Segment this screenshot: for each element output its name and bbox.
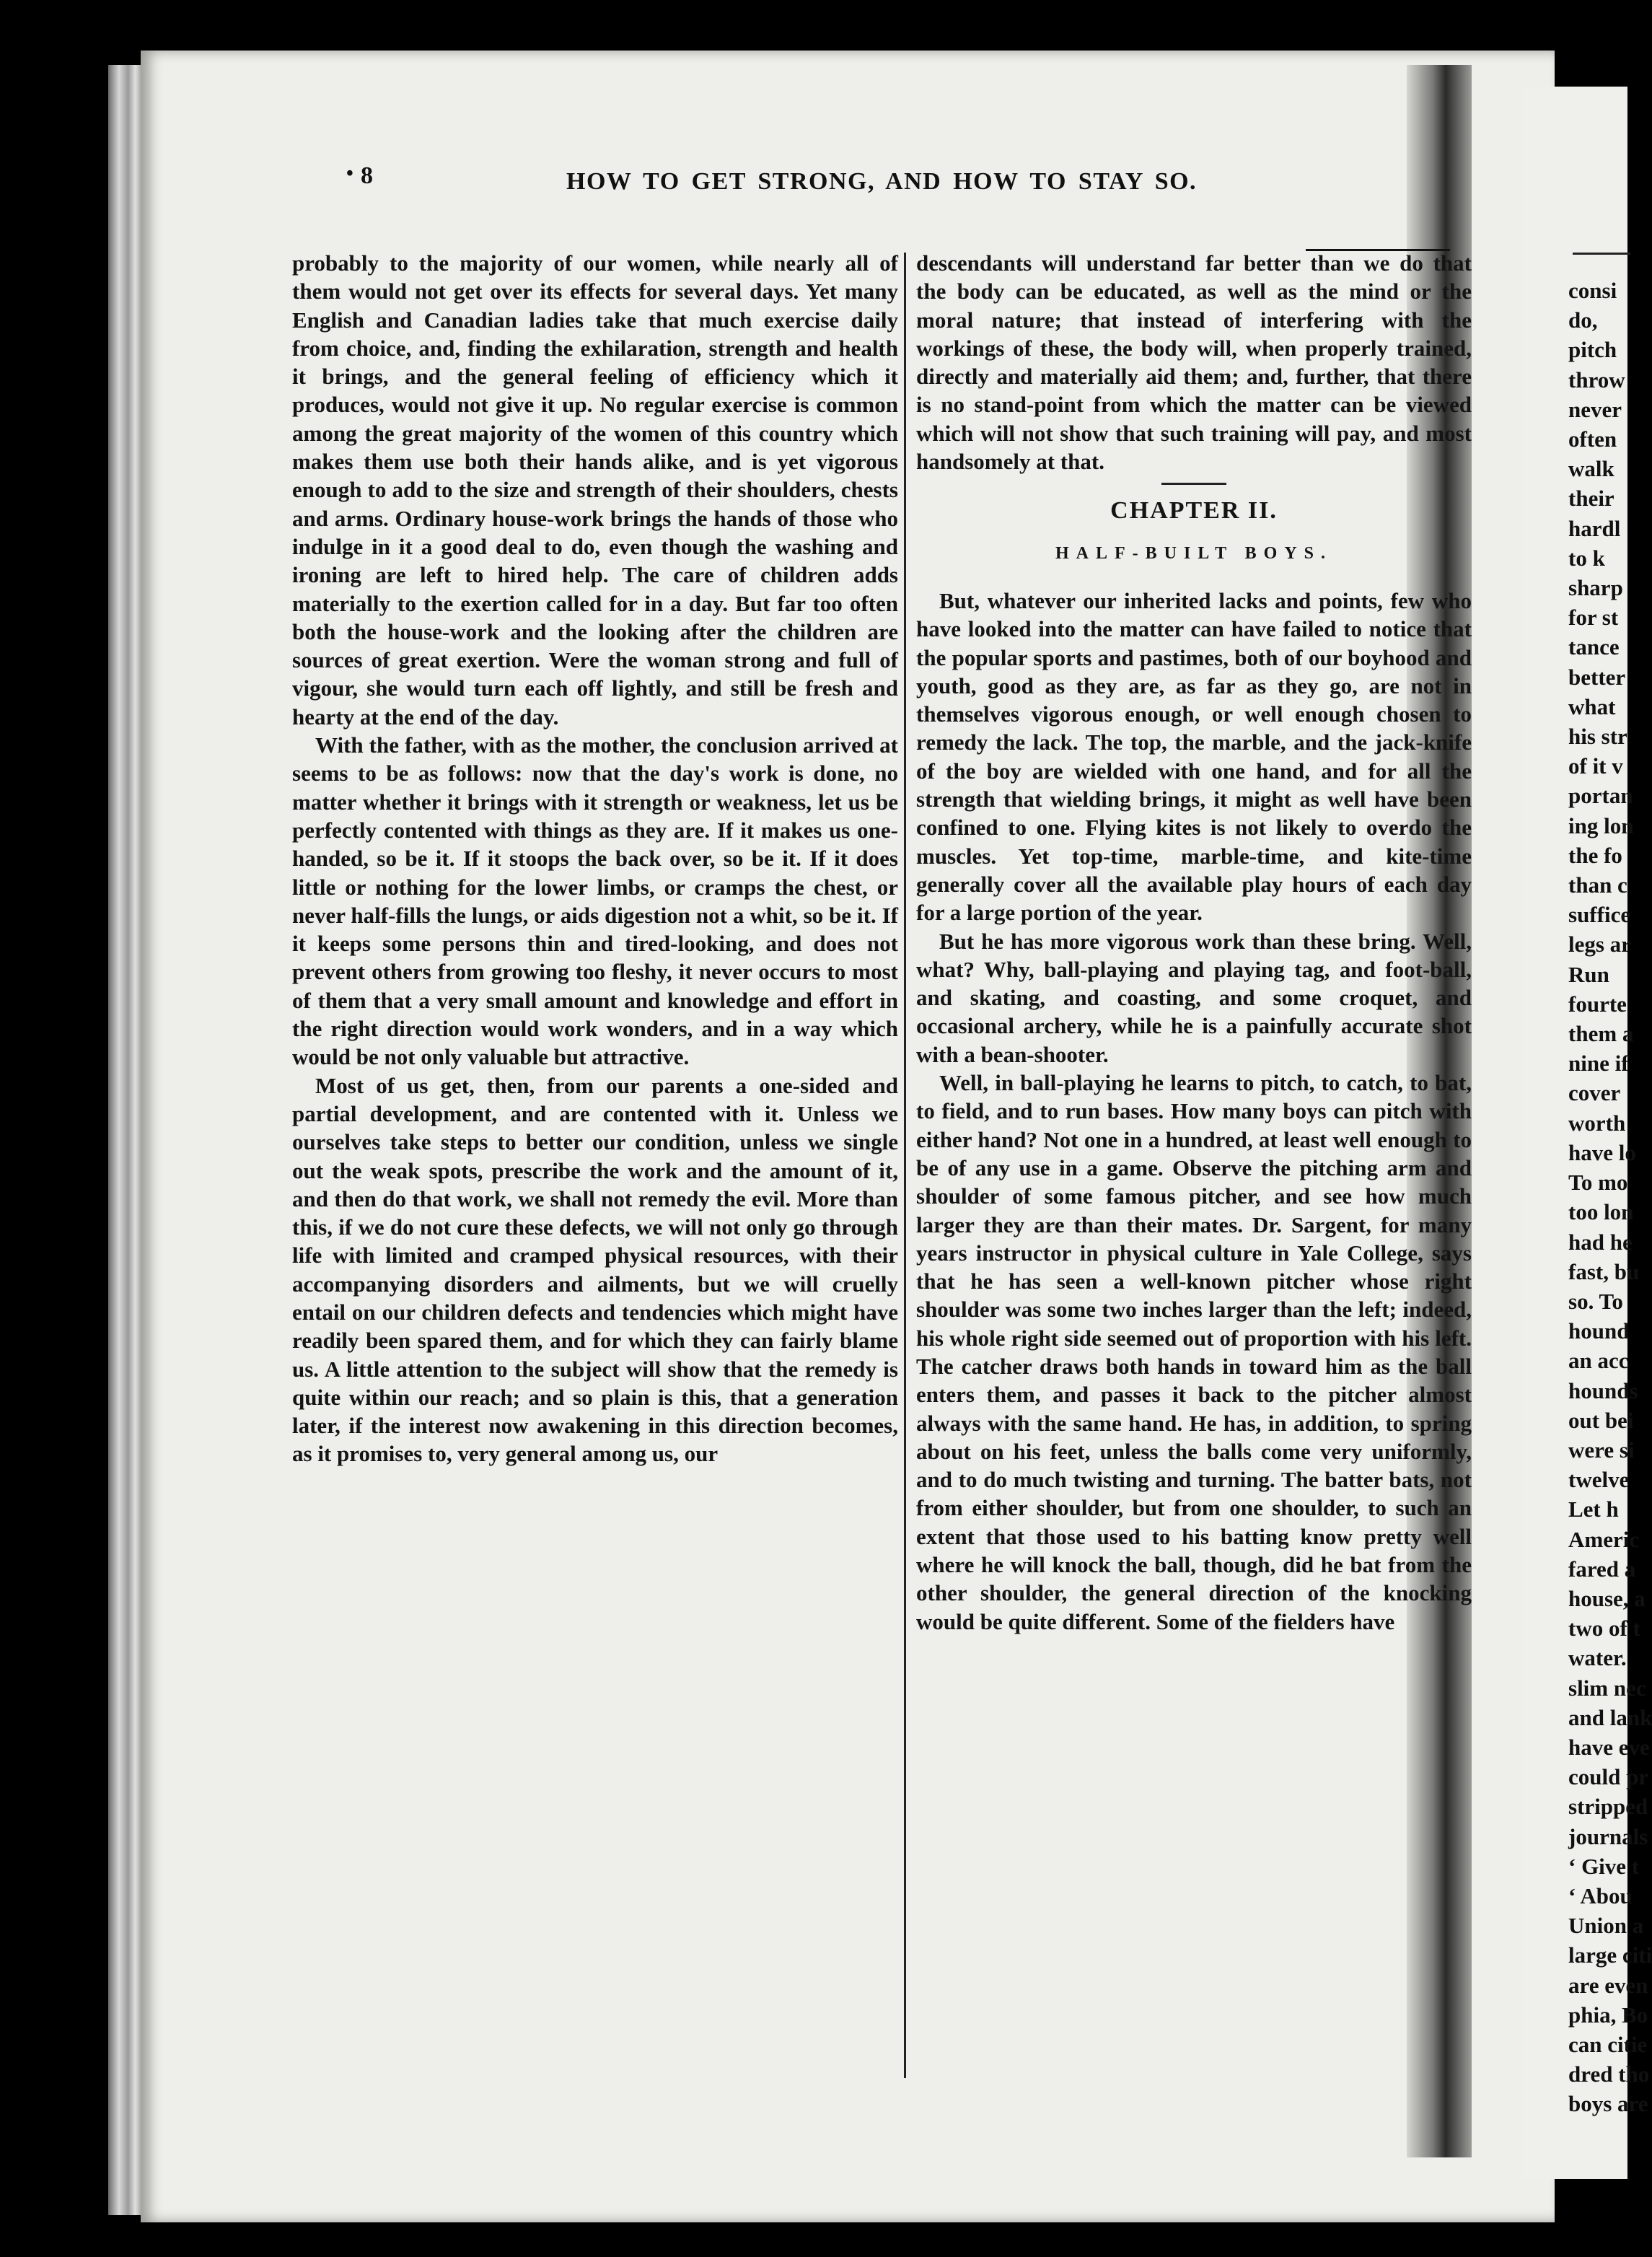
facing-page-line: stripped	[1568, 1794, 1648, 1820]
page-header	[202, 162, 1428, 213]
right-column	[916, 249, 1472, 1636]
facing-page-line: Run	[1568, 961, 1609, 987]
facing-page-line: to k	[1568, 545, 1605, 571]
facing-page-line: pitch	[1568, 337, 1617, 363]
facing-page-line: cover	[1568, 1080, 1621, 1106]
running-title: HOW TO GET STRONG, AND HOW TO STAY SO.	[566, 168, 1198, 195]
facing-page-line: out bei	[1568, 1407, 1634, 1433]
facing-page-line: do,	[1568, 307, 1598, 333]
paragraph: probably to the majority of our women, while nearly all of them would not get over its effects for several days. Yet many English and Canadian ladies take that much exercise daily from choice, and, finding the exhilaration, strength and health it brings, and the general feeling of efficiency which it produces, would not give it up. No regular exercise is common among the great majority of the women of this country which makes them use both their hands alike, and is yet vigorous enough to add to the size and strength of their shoulders, chests and arms. Ordinary house-work brings the hands of those who indulge in it a good deal to do, even though the washing and ironing are left to hired help. The care of children adds materially to the exertion called for in a day. But far too often both the house-work and the looking after the children are sources of great exertion. Were the woman strong and full of vigour, she would turn each off lightly, and still be fresh and hearty at the end of the day.	[292, 250, 898, 729]
paragraph: Most of us get, then, from our parents a one-sided and partial development, and are contented with it. Unless we ourselves take steps to better our condition, unless we single out the weak spots, prescribe the work and the amount of it, and then do that work, we shall not remedy the evil. More than this, if we do not cure these defects, we will not only go through life with limited and cramped physical resources, with their accompanying disorders and ailments, but we will cruelly entail on our children defects and tendencies which might have readily been spared them, and for which they can fairly blame us. A little attention to the subject will show that the remedy is quite within our reach; and so plain is this, that a generation later, if the interest now awakening in this direction becomes, as it promises to, very general among us, our	[292, 1072, 898, 1467]
facing-page-line: slim nec	[1568, 1675, 1646, 1701]
facing-page-line: phia, Bo	[1568, 2002, 1648, 2028]
facing-page-line: ‘ Abou	[1568, 1883, 1633, 1908]
facing-page-line: consi	[1568, 278, 1617, 303]
facing-page-fragment	[1522, 87, 1652, 2179]
facing-page-line: fourte	[1568, 991, 1627, 1017]
facing-page-line: boys are	[1568, 2091, 1648, 2117]
facing-page-line: and lank	[1568, 1704, 1652, 1730]
facing-page-line: were si	[1568, 1437, 1635, 1463]
facing-page-line: too lon	[1568, 1199, 1634, 1225]
facing-page-line: an acc	[1568, 1348, 1629, 1374]
column-divider	[904, 253, 906, 2078]
facing-page-line: water.	[1568, 1645, 1627, 1671]
facing-page-line: ‘ Give t	[1568, 1853, 1640, 1879]
facing-page-line: throw	[1568, 367, 1625, 393]
facing-page-line: often	[1568, 426, 1617, 452]
facing-page-line: never	[1568, 396, 1622, 422]
facing-page-line: fast, bu	[1568, 1258, 1640, 1284]
facing-page-line: better	[1568, 664, 1626, 690]
facing-page-line: can citie	[1568, 2031, 1648, 2057]
facing-page-line: legs ar	[1568, 932, 1631, 957]
paragraph: But, whatever our inherited lacks and points, few who have looked into the matter can have failed to notice that the popular sports and pastimes, both of our boyhood and youth, good as they are, as far as they go, are not in themselves vigorous enough, or well enough chosen to remedy the lack. The top, the marble, and the jack-knife of the boy are wielded with one hand, and for all the strength that wielding brings, it might as well have been confined to one. Flying kites is not likely to overdo the muscles. Yet top-time, marble-time, and kite-time generally cover all the available play hours of each day for a large portion of the year.	[916, 587, 1472, 926]
facing-page-line: walk	[1568, 456, 1614, 482]
facing-page-line: have lo	[1568, 1139, 1636, 1165]
facing-page-line: than c	[1568, 872, 1627, 898]
chapter-rule	[1161, 483, 1226, 485]
paragraph: But he has more vigorous work than these bring. Well, what? Why, ball-playing and playing tag, and foot-ball, and skating, and coasting, and some croquet, and occasional archery, while he is a painfully accurate shot with a bean-shooter.	[916, 928, 1472, 1067]
paragraph: With the father, with as the mother, the conclusion arrived at seems to be as follows: now that the day's work is done, no matter whether it brings with it strength or weakness, let us be perfectly contented with things as they are. If it makes us one-handed, so be it. If it stoops the back over, so be it. If it does little or nothing for the lower limbs, or cramps the chest, or never half-fills the lungs, or aids digestion not a whit, so be it. If it keeps some persons thin and tired-looking, and does not prevent others from growing too fleshy, it never occurs to most of them that a very small amount and knowledge and effort in the right direction would work wonders, and in a way which would be not only valuable but attractive.	[292, 732, 898, 1070]
header-dot: •	[346, 162, 353, 185]
facing-page-line: what	[1568, 693, 1616, 719]
paragraph: descendants will understand far better than we do that the body can be educated, as well as the mind or the moral nature; that instead of interfering with the workings of these, the body will, when properly trained, directly and materially aid them; and, further, that there is no stand-point from which the matter can be viewed which will not show that such training will pay, and most handsomely at that.	[916, 250, 1472, 475]
facing-page-line: of it v	[1568, 753, 1623, 779]
facing-page-line: had he	[1568, 1229, 1633, 1255]
facing-page-line: dred tho	[1568, 2061, 1650, 2087]
facing-page-header-rule	[1573, 253, 1630, 255]
facing-page-line: are even	[1568, 1972, 1648, 1998]
facing-page-line: nine if	[1568, 1051, 1629, 1077]
facing-page-line: his str	[1568, 724, 1627, 750]
facing-page-line: Let h	[1568, 1496, 1619, 1522]
facing-page-line: tance	[1568, 634, 1620, 660]
facing-page-line: ing lon	[1568, 812, 1634, 838]
facing-page-line: twelve	[1568, 1467, 1630, 1493]
left-column	[292, 249, 898, 1468]
facing-page-line: worth	[1568, 1110, 1626, 1136]
paragraph: Well, in ball-playing he learns to pitch, to catch, to bat, to field, and to run bases. How many boys can pitch with either hand? Not one in a hundred, at least well enough to be of any use in a game. Observe the pitching arm and shoulder of some famous pitcher, and see how much larger they are than their mates. Dr. Sargent, for many years instructor in physical culture in Yale College, says that he has seen a well-known pitcher whose right shoulder was some two inches larger than the left; indeed, his whole right side seemed out of proportion with his left. The catcher draws both hands in toward him as the ball enters them, and passes it back to the pitcher almost always with the same hand. He has, in addition, to spring about on his feet, unless the balls come very uniformly, and to do much twisting and turning. The batter bats, not from either shoulder, but from one shoulder, to such an extent that those used to his batting know pretty well where he will knock the ball, though, did he bat from the other shoulder, the general direction of the knocking would be quite different. Some of the fielders have	[916, 1070, 1472, 1634]
facing-page-line: fared a	[1568, 1556, 1636, 1582]
facing-page-line: so. To	[1568, 1288, 1623, 1314]
facing-page-line: could pr	[1568, 1764, 1649, 1790]
chapter-subtitle: HALF-BUILT BOYS.	[1055, 543, 1333, 563]
facing-page-line: house, a	[1568, 1585, 1646, 1611]
book-page-edges	[108, 65, 144, 2215]
facing-page-line: two of t	[1568, 1616, 1640, 1642]
facing-page-text	[1568, 276, 1652, 2119]
facing-page-line: the fo	[1568, 842, 1622, 868]
facing-page-line: To mo	[1568, 1170, 1628, 1196]
facing-page-line: hardl	[1568, 515, 1621, 541]
facing-page-line: their	[1568, 486, 1614, 512]
facing-page-line: them a	[1568, 1021, 1634, 1047]
facing-page-line: Americ	[1568, 1526, 1640, 1552]
facing-page-line: sharp	[1568, 575, 1623, 601]
facing-page-line: portan	[1568, 783, 1633, 809]
chapter-title: CHAPTER II.	[1110, 497, 1278, 525]
facing-page-line: for st	[1568, 605, 1619, 631]
facing-page-line: journals	[1568, 1823, 1648, 1849]
facing-page-line: hound	[1568, 1318, 1630, 1344]
page-number: 8	[361, 162, 373, 189]
facing-page-line: Union a	[1568, 1913, 1644, 1939]
facing-page-line: hounds	[1568, 1377, 1638, 1403]
facing-page-line: suffice	[1568, 902, 1631, 928]
facing-page-line: have eve	[1568, 1734, 1650, 1760]
facing-page-line: large citi	[1568, 1942, 1652, 1968]
